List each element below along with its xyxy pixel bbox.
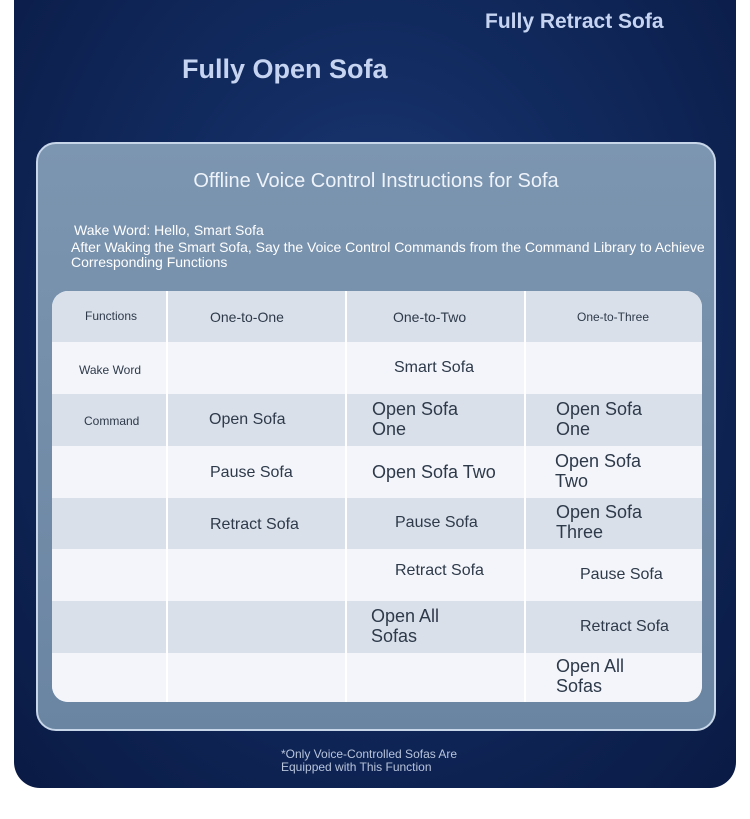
table-row: [52, 446, 702, 498]
cmd-open-all-sofas: Open All Sofas: [371, 606, 440, 646]
cmd-pause-sofa: Pause Sofa: [580, 566, 663, 583]
cmd-retract-sofa: Retract Sofa: [210, 516, 299, 533]
table-row: [52, 498, 702, 549]
cmd-open-all-sofas: Open All Sofas: [556, 656, 625, 696]
wake-word-value: Smart Sofa: [394, 359, 475, 376]
cmd-open-sofa-two: Open Sofa Two: [372, 462, 496, 482]
wake-word-label: Wake Word: [79, 363, 142, 377]
command-table: [52, 291, 702, 702]
header-functions: Functions: [85, 309, 138, 323]
table-header-row: [52, 291, 702, 342]
instruction-text: After Waking the Smart Sofa, Say the Voice Control Commands from the Command Library to Achieve Corresponding Functions: [71, 239, 705, 270]
background-panel: [14, 0, 736, 788]
cmd-retract-sofa: Retract Sofa: [580, 618, 669, 635]
footnote: *Only Voice-Controlled Sofas Are Equipped with This Function: [281, 747, 458, 774]
fully-open-label: Fully Open Sofa: [182, 54, 388, 84]
cmd-open-sofa-one: Open Sofa One: [556, 399, 643, 439]
cmd-open-sofa-one: Open Sofa One: [372, 399, 459, 439]
cmd-pause-sofa: Pause Sofa: [395, 514, 478, 531]
cmd-open-sofa-two: Open Sofa Two: [555, 451, 642, 491]
card-title: Offline Voice Control Instructions for Sofa: [193, 170, 559, 192]
header-one-to-two: One-to-Two: [393, 309, 467, 325]
table-row: [52, 342, 702, 394]
table-row: [52, 549, 702, 601]
wake-word-line: Wake Word: Hello, Smart Sofa: [74, 222, 264, 238]
cmd-pause-sofa: Pause Sofa: [210, 464, 293, 481]
table-row: [52, 601, 702, 653]
column-divider: [524, 291, 526, 702]
header-one-to-three: One-to-Three: [577, 310, 650, 324]
fully-retract-label: Fully Retract Sofa: [485, 10, 664, 33]
table-row: [52, 394, 702, 446]
cmd-retract-sofa: Retract Sofa: [395, 562, 484, 579]
instructions-card: [36, 142, 716, 731]
column-divider: [345, 291, 347, 702]
column-divider: [166, 291, 168, 702]
cmd-open-sofa-three: Open Sofa Three: [556, 502, 643, 542]
header-one-to-one: One-to-One: [210, 309, 284, 325]
table-row: [52, 653, 702, 702]
command-label: Command: [84, 414, 140, 428]
cmd-open-sofa: Open Sofa: [209, 411, 286, 428]
